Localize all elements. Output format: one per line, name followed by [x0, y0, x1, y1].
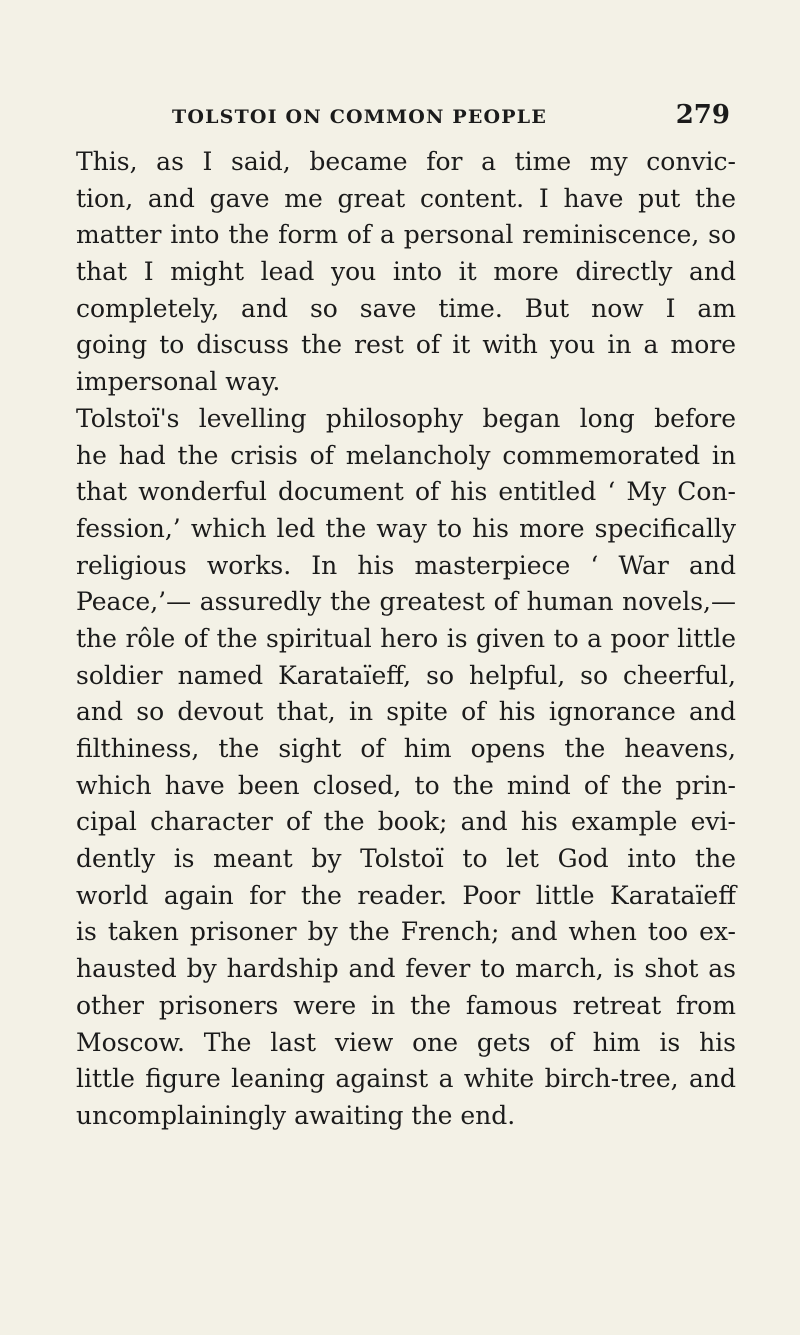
- text-line: Tolstoï's levelling philosophy began long before: [76, 403, 736, 433]
- text-line: matter into the form of a personal reminiscence, so: [76, 220, 736, 250]
- text-line: little figure leaning against a white birch-tree, and: [76, 1064, 736, 1094]
- text-line: that wonderful document of his entitled ‘ My Con-: [76, 477, 736, 507]
- text-line: This, as I said, became for a time my convic-: [76, 147, 736, 176]
- text-line: that I might lead you into it more directly and: [76, 257, 736, 287]
- text-line: world again for the reader. Poor little Karataïeff: [76, 880, 736, 910]
- text-line: soldier named Karataïeff, so helpful, so cheerful,: [76, 660, 736, 690]
- running-head: [172, 100, 730, 134]
- text-line: is taken prisoner by the French; and when too ex-: [76, 917, 736, 947]
- text-line: he had the crisis of melancholy commemorated in: [76, 440, 736, 470]
- text-line: religious works. In his masterpiece ‘ War and: [76, 550, 736, 580]
- text-line: hausted by hardship and fever to march, is shot as: [76, 954, 736, 984]
- text-line: filthiness, the sight of him opens the heavens,: [76, 734, 736, 763]
- text-line: completely, and so save time. But now I am: [76, 293, 736, 323]
- text-line: tion, and gave me great content. I have put the: [76, 183, 736, 213]
- text-line: Moscow. The last view one gets of him is his: [76, 1027, 736, 1057]
- text-line: and so devout that, in spite of his ignorance and: [76, 697, 736, 727]
- text-line: Peace,’— assuredly the greatest of human novels,—: [76, 587, 736, 617]
- text-line: fession,’ which led the way to his more specifically: [76, 513, 736, 543]
- text-line: going to discuss the rest of it with you in a more: [76, 330, 736, 360]
- text-line: impersonal way.: [76, 367, 281, 397]
- text-line: other prisoners were in the famous retreat from: [76, 990, 736, 1020]
- text-line: cipal character of the book; and his example evi-: [76, 807, 736, 837]
- page-number: 279: [675, 100, 730, 130]
- running-title: TOLSTOI ON COMMON PEOPLE: [172, 106, 548, 128]
- text-line: the rôle of the spiritual hero is given to a poor little: [76, 623, 736, 653]
- body-text: [76, 144, 736, 1135]
- text-line: which have been closed, to the mind of the prin-: [76, 770, 736, 800]
- text-line: uncomplainingly awaiting the end.: [76, 1100, 516, 1130]
- text-line: dently is meant by Tolstoï to let God into the: [76, 844, 736, 874]
